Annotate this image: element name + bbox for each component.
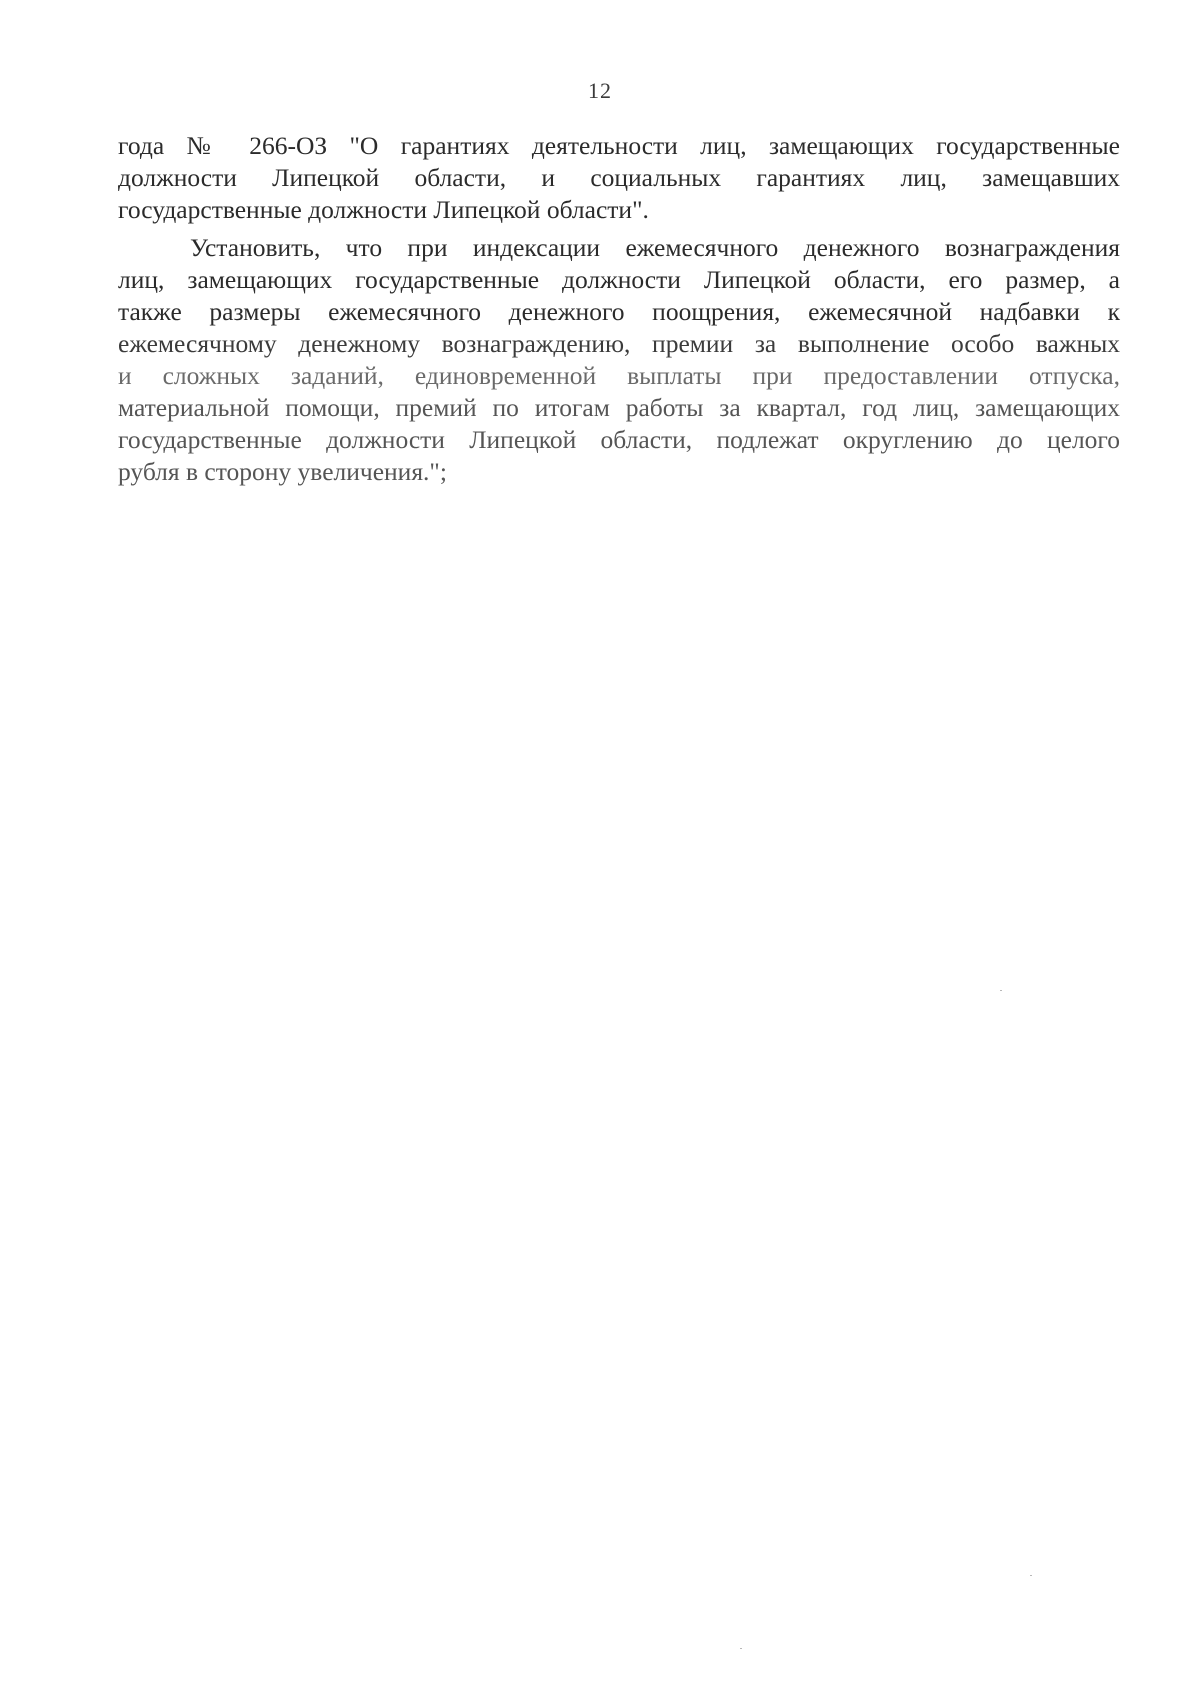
text-line: государственные должности Липецкой области, подлежат округлению до целого bbox=[118, 425, 1120, 454]
page-number: 12 bbox=[588, 78, 612, 103]
text-line: также размеры ежемесячного денежного поощрения, ежемесячной надбавки к bbox=[118, 297, 1120, 326]
paragraph-rounding-rule bbox=[118, 232, 1120, 488]
text-line: государственные должности Липецкой области". bbox=[118, 195, 649, 224]
text-line: года № 266-ОЗ "О гарантиях деятельности лиц, замещающих государственные bbox=[118, 131, 1120, 160]
scan-speck bbox=[740, 1648, 742, 1649]
text-line: ежемесячному денежному вознаграждению, премии за выполнение особо важных bbox=[118, 329, 1120, 358]
text-line: рубля в сторону увеличения."; bbox=[118, 457, 447, 486]
scan-speck bbox=[1030, 1575, 1032, 1576]
text-line: материальной помощи, премий по итогам работы за квартал, год лиц, замещающих bbox=[118, 393, 1120, 422]
text-line: лиц, замещающих государственные должности Липецкой области, его размер, а bbox=[118, 265, 1120, 294]
text-line: должности Липецкой области, и социальных гарантиях лиц, замещавших bbox=[118, 163, 1120, 192]
paragraph-continuation bbox=[118, 130, 1120, 226]
text-line: и сложных заданий, единовременной выплаты при предоставлении отпуска, bbox=[118, 361, 1120, 390]
document-body bbox=[118, 130, 1120, 488]
scan-speck bbox=[1000, 990, 1002, 991]
text-line: Установить, что при индексации ежемесячного денежного вознаграждения bbox=[190, 233, 1120, 262]
